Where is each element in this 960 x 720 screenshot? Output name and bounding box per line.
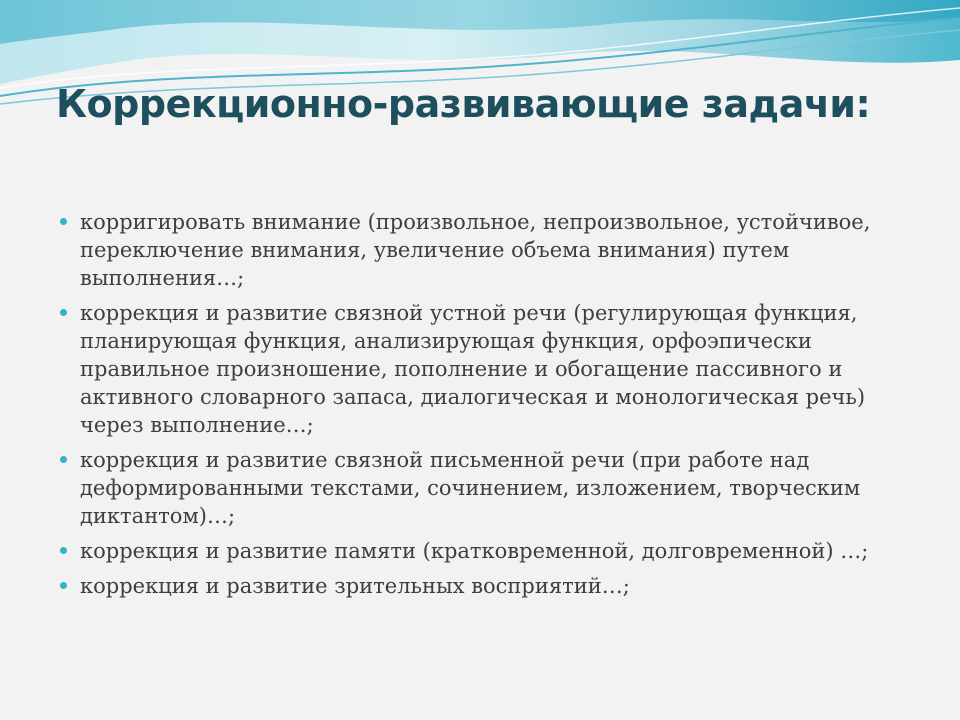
- bullet-text: корригировать внимание (произвольное, непроизвольное, устойчивое, переключение внимания, увеличение объема внимания) путем выполнения…;: [80, 210, 871, 290]
- bullet-text: коррекция и развитие зрительных восприятий…;: [80, 574, 630, 598]
- bullet-text: коррекция и развитие памяти (кратковременной, долговременной) …;: [80, 539, 869, 563]
- bullet-dot-icon: [60, 456, 67, 463]
- bullet-text: коррекция и развитие связной устной речи (регулирующая функция, планирующая функция, анализирующая функция, орфоэпически правильное произношение, пополнение и обогащение пассивного и активного словарного запаса, диалогическая и монологическая речь) через выполнение…;: [80, 301, 866, 437]
- bullet-dot-icon: [60, 547, 67, 554]
- bullet-item: [56, 537, 906, 565]
- bullet-dot-icon: [60, 582, 67, 589]
- slide-title: Коррекционно-развивающие задачи:: [56, 82, 871, 126]
- bullet-item: [56, 208, 906, 292]
- bullet-item: [56, 446, 906, 530]
- bullet-item: [56, 572, 906, 600]
- bullet-item: [56, 299, 906, 439]
- bullet-list: [56, 208, 906, 607]
- bullet-dot-icon: [60, 309, 67, 316]
- bullet-text: коррекция и развитие связной письменной речи (при работе над деформированными текстами, сочинением, изложением, творческим диктантом)…;: [80, 448, 861, 528]
- bullet-dot-icon: [60, 218, 67, 225]
